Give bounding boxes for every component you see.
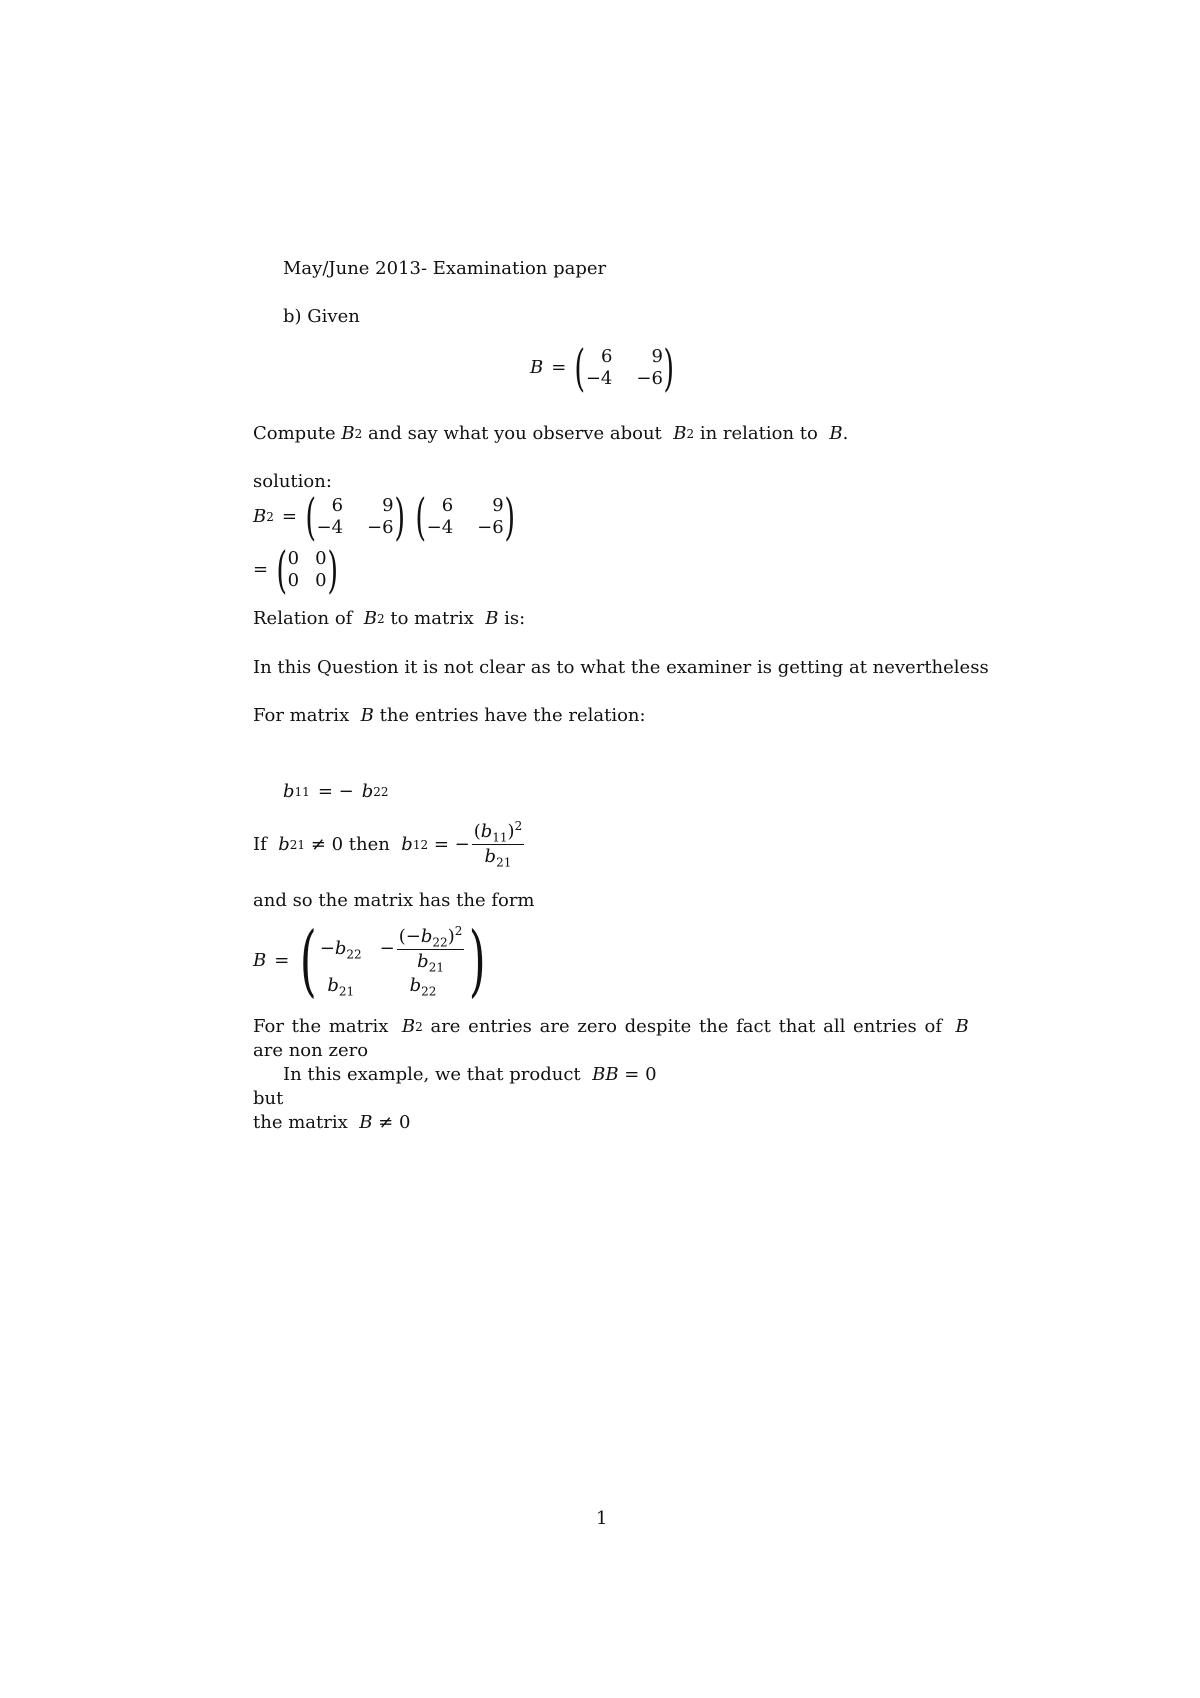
paren: (− (398, 925, 421, 947)
form-line (253, 892, 535, 910)
example-line (283, 1066, 657, 1084)
left-paren-icon: ( (276, 541, 288, 599)
matrix-entry: 0 (315, 570, 327, 591)
task-text: in relation to (694, 423, 824, 444)
equals-sign: = (281, 506, 297, 527)
equals-sign: = − (317, 781, 354, 802)
subscript: 22 (432, 935, 448, 950)
math-b: B (485, 608, 499, 629)
subscript: 11 (492, 830, 508, 845)
conclusion-text: are non zero (253, 1040, 369, 1061)
if-text: ≠ 0 then (305, 833, 396, 855)
entries-text: the entries have the relation: (373, 705, 646, 726)
right-paren-icon: ) (663, 339, 675, 397)
equals-sign: = (253, 559, 269, 580)
paren: ) (447, 925, 455, 947)
subscript: 21 (428, 960, 444, 975)
minus: − (379, 938, 395, 959)
header-text: May/June 2013- Examination paper (283, 258, 607, 279)
if-text: If (253, 833, 273, 855)
conclusion-text: For the matrix (253, 1016, 397, 1037)
matrix-entry: 0 (287, 548, 300, 569)
fraction-denominator (417, 950, 444, 975)
but-text: but (253, 1088, 284, 1109)
relation-text: is: (498, 608, 526, 629)
paren: ) (507, 821, 515, 842)
conclusion-line-2 (253, 1042, 368, 1060)
if-line: If b 21 ≠ 0 then b 12 = − $\frac{(b_{11})^2}{b_{21}}$ (253, 819, 523, 870)
example-text: In this example, we that product (283, 1064, 587, 1085)
math-b: B (360, 705, 374, 726)
matrix-entry: 9 (651, 346, 663, 367)
task-text: . (842, 423, 849, 444)
form-equation (253, 916, 489, 1006)
matrix-entry (379, 923, 467, 975)
header (283, 260, 606, 278)
math-b: b (327, 974, 339, 996)
conclusion-text: are entries are zero despite the fact that all entries of (422, 1016, 950, 1037)
equals-sign: = − (428, 833, 470, 855)
math-b: B (253, 950, 267, 971)
math-b: b (409, 974, 422, 996)
right-paren-icon: ) (504, 488, 515, 546)
solution-label-text: solution: (253, 471, 332, 492)
math-b: B (673, 423, 687, 444)
matrix-entry: 6 (600, 346, 613, 367)
fraction (472, 819, 525, 870)
math-b: B (359, 1112, 373, 1133)
but-line (253, 1090, 283, 1108)
fraction-numerator (397, 923, 465, 950)
given-equation (530, 339, 675, 397)
comment-line (253, 659, 989, 677)
conclusion-line: For the matrix B 2 are entries are zero despite the fact that all entries of B (253, 1016, 969, 1037)
fraction-numerator (472, 819, 525, 845)
right-paren-icon: ) (393, 488, 405, 546)
comment-text: In this Question it is not clear as to what the examiner is getting at nevertheless (253, 657, 989, 678)
final-text: the matrix (253, 1112, 354, 1133)
matrix-entry: 9 (382, 495, 394, 516)
form-matrix (319, 923, 467, 999)
math-b: b (361, 781, 374, 802)
math-b: B (955, 1016, 969, 1037)
given-matrix (586, 348, 663, 388)
math-b: b (401, 833, 413, 855)
matrix-entry: 0 (315, 548, 327, 569)
math-b: b (278, 833, 290, 855)
math-b: B (401, 1016, 416, 1037)
given-eq: = (551, 357, 567, 378)
matrix-entry: 9 (492, 495, 504, 516)
math-b: B (341, 423, 355, 444)
page-number-text: 1 (596, 1508, 608, 1529)
entries-line (253, 707, 646, 725)
math-b: b (484, 846, 497, 867)
example-text: = 0 (618, 1064, 657, 1085)
product-matrix-2 (427, 497, 504, 537)
relation-equation: b 11 = − b 22 (283, 781, 389, 802)
relation-text: Relation of (253, 608, 359, 629)
superscript: 2 (454, 923, 463, 938)
relation-text: to matrix (384, 608, 480, 629)
math-b: B (829, 423, 843, 444)
math-bb: BB (592, 1064, 619, 1085)
given-lhs: B (530, 357, 544, 378)
final-text: ≠ 0 (372, 1112, 411, 1133)
matrix-entry (320, 974, 362, 999)
form-text: and so the matrix has the form (253, 890, 535, 911)
matrix-entry (380, 974, 467, 999)
minus: − (319, 938, 335, 959)
result-matrix (288, 550, 327, 590)
matrix-entry: −6 (477, 517, 504, 538)
matrix-entry: 0 (287, 570, 300, 591)
right-paren-icon: ) (469, 916, 486, 1006)
math-b: b (417, 950, 429, 972)
part-label (283, 308, 360, 326)
left-paren-icon: ( (574, 339, 586, 397)
superscript: 2 (514, 819, 523, 833)
matrix-entry: 6 (441, 495, 454, 516)
math-b: B (253, 506, 267, 527)
matrix-entry (319, 938, 362, 962)
fraction (397, 923, 465, 975)
final-line (253, 1114, 410, 1132)
fraction-denominator (484, 845, 512, 870)
solution-label (253, 473, 332, 491)
matrix-entry: 6 (331, 495, 344, 516)
page-number (596, 1510, 607, 1528)
task-text: and say what you observe about (362, 423, 668, 444)
part-label-text: b) Given (283, 306, 360, 327)
subscript: 21 (338, 984, 355, 999)
math-b: b (283, 781, 295, 802)
matrix-entry: −4 (426, 517, 454, 538)
entries-text: For matrix (253, 705, 355, 726)
math-b: b (480, 821, 493, 842)
left-paren-icon: ( (305, 488, 317, 546)
result-equation (253, 541, 338, 599)
left-paren-icon: ( (300, 916, 317, 1006)
math-b: B (363, 608, 378, 629)
matrix-entry: −4 (316, 517, 344, 538)
matrix-entry: −6 (367, 517, 394, 538)
subscript: 22 (421, 984, 437, 999)
matrix-entry: −6 (636, 368, 663, 389)
subscript: 21 (496, 855, 512, 870)
task-line: Compute B 2 and say what you observe about B 2 in relation to B . (253, 423, 849, 444)
math-b: b (420, 925, 433, 947)
equals-sign: = (274, 950, 290, 971)
relation-line: Relation of B 2 to matrix B is: (253, 608, 526, 629)
product-equation: B 2 = ( 6 9 −4 −6 ) ( 6 9 −4 −6 ) (253, 488, 515, 546)
right-paren-icon: ) (326, 541, 338, 599)
subscript: 22 (346, 947, 362, 962)
paren: ( (473, 821, 481, 842)
left-paren-icon: ( (415, 488, 427, 546)
matrix-entry: −4 (585, 368, 613, 389)
task-text: Compute (253, 423, 336, 444)
product-matrix-1 (316, 497, 393, 537)
math-b: b (334, 938, 347, 959)
